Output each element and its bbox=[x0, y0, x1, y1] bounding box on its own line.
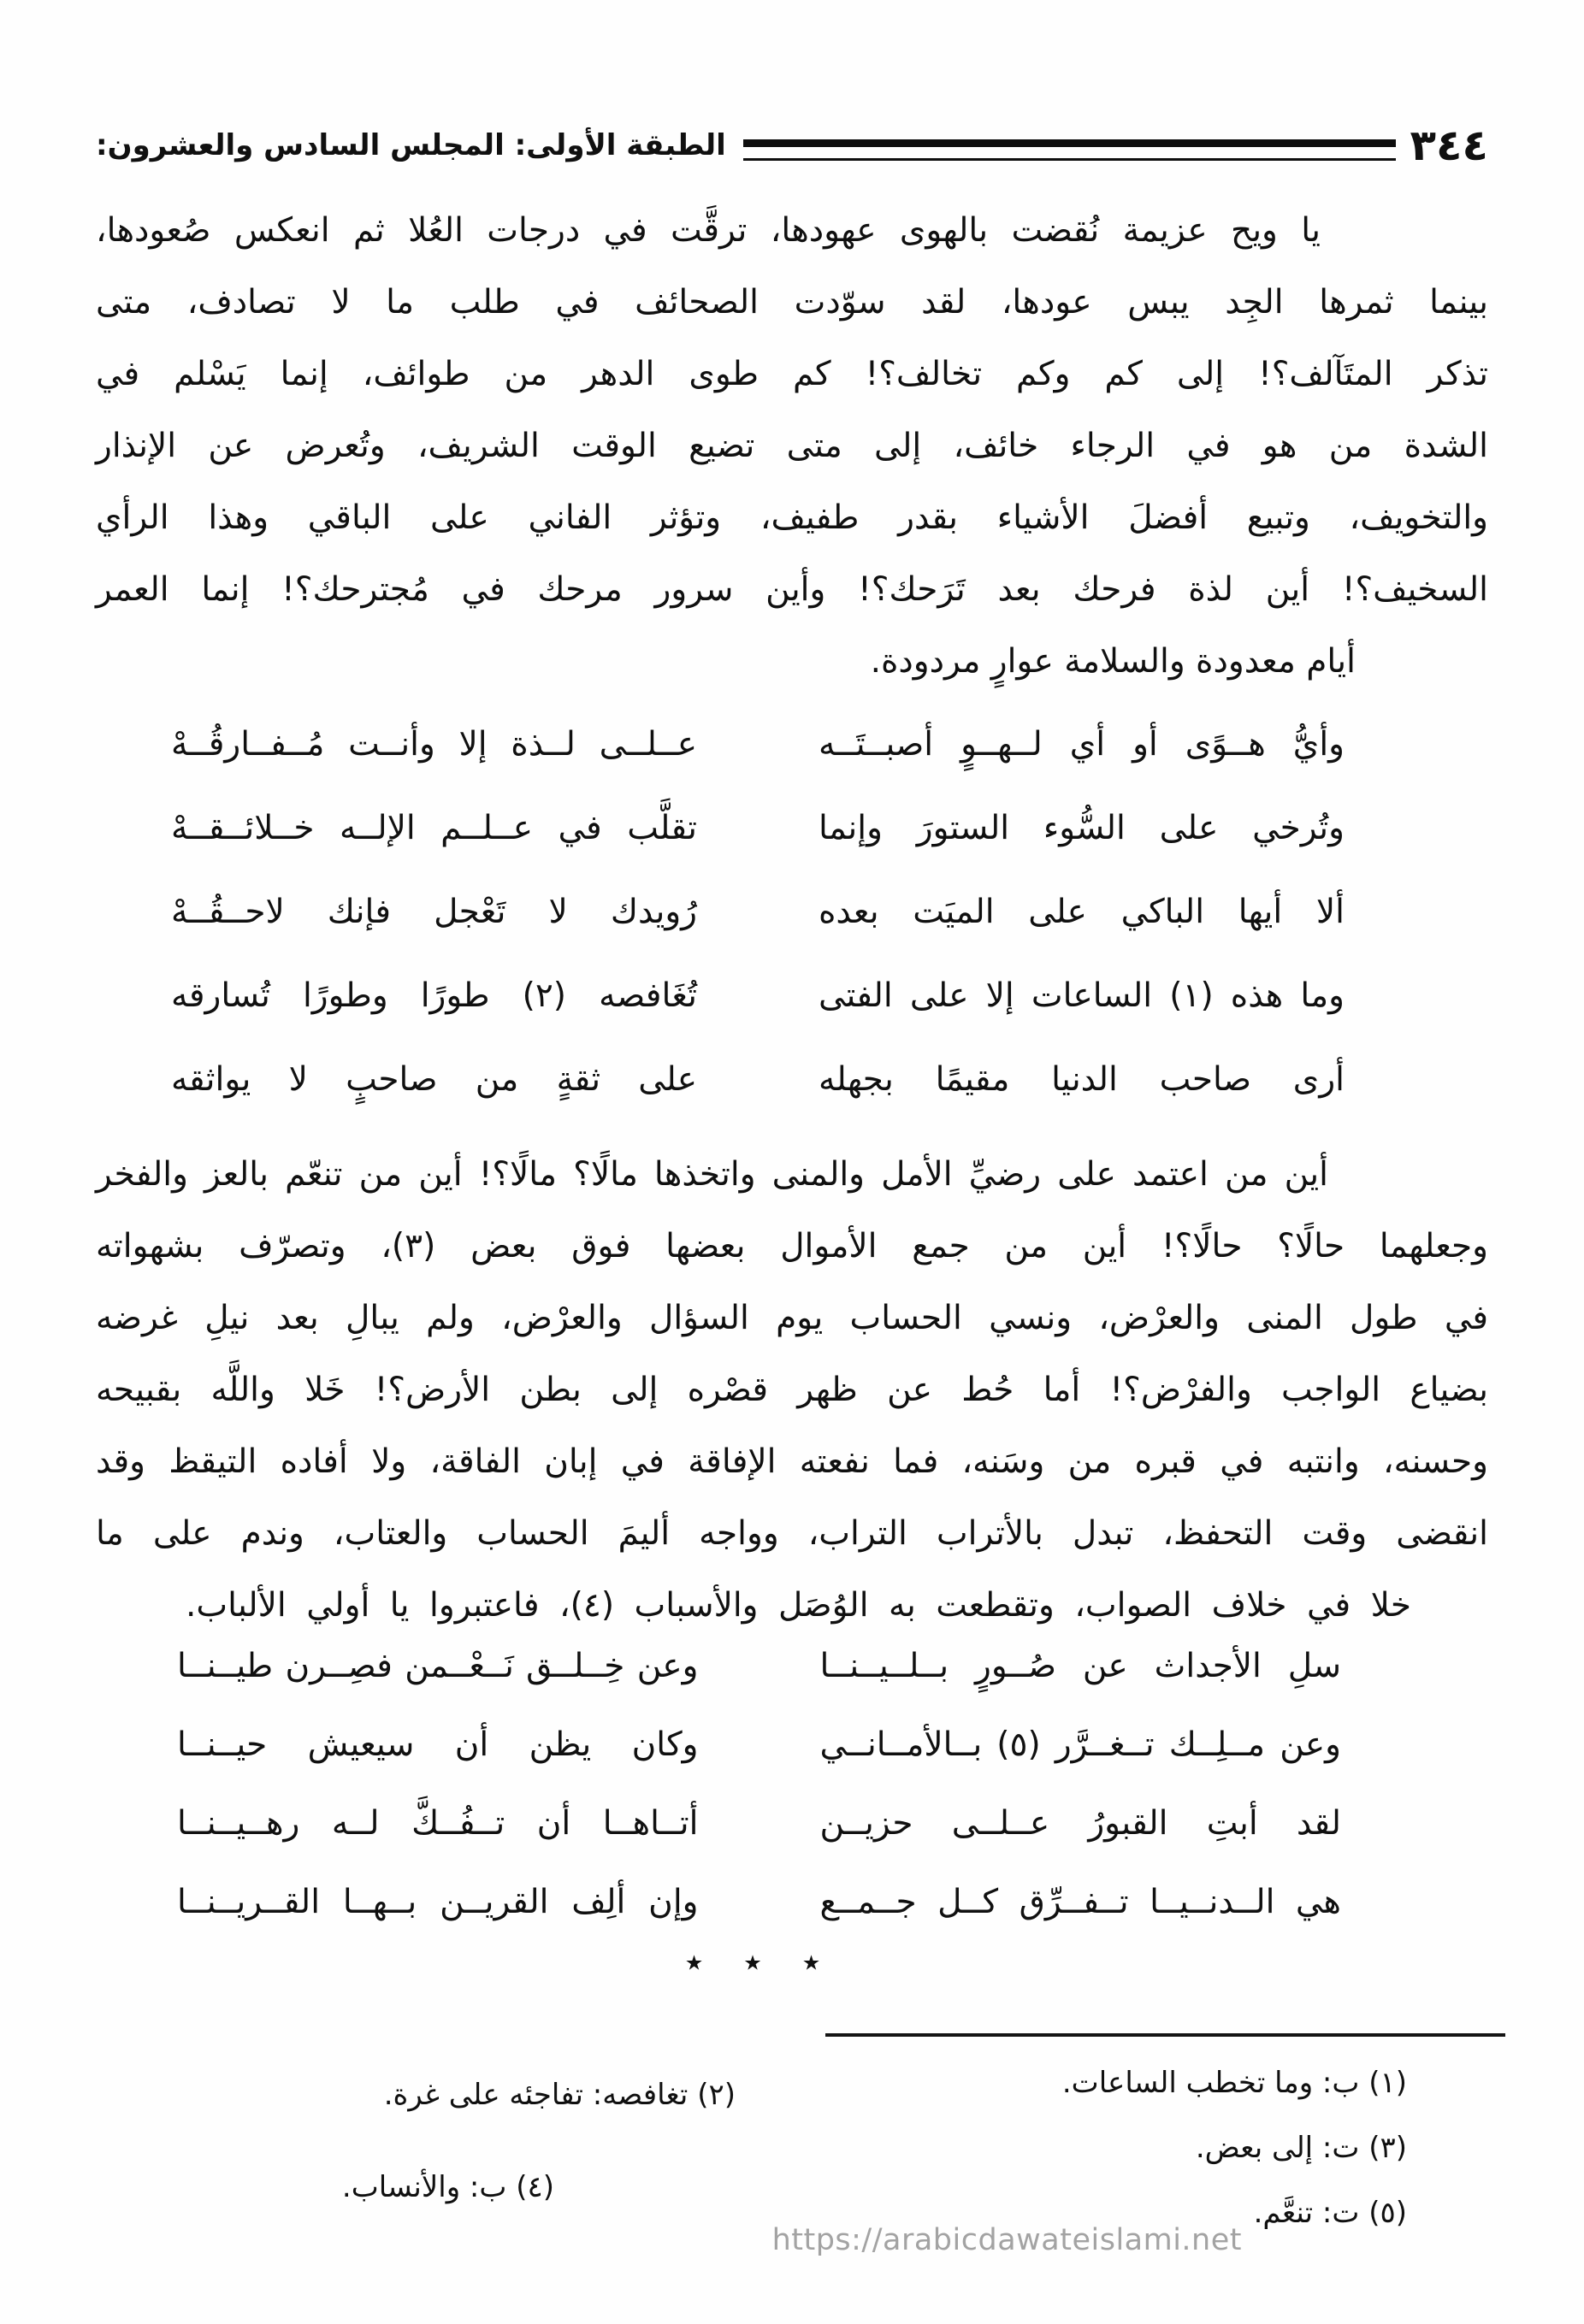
hemistich-left: وكان يظن أن سيعيش حيــنــا bbox=[177, 1725, 699, 1764]
footnote-divider bbox=[825, 2033, 1505, 2037]
watermark-url: https://arabicdawateislami.net bbox=[771, 2223, 1242, 2257]
hemistich-right: وما هذه (١) الساعات إلا على الفتى bbox=[819, 976, 1345, 1015]
verse-row bbox=[171, 1055, 1345, 1105]
text-line: انقضى وقت التحفظ، تبدل بالأتراب التراب، وواجه أليمَ الحساب والعتاب، وندم على ما bbox=[96, 1514, 1488, 1553]
footnotes-left-column bbox=[342, 2073, 736, 2257]
paragraph-2 bbox=[96, 1139, 1488, 1642]
footnote-item: (٥) ت: تنعَّم. bbox=[1253, 2196, 1407, 2230]
footnote-item: (٤) ب: والأنساب. bbox=[341, 2170, 554, 2204]
verse-row bbox=[171, 804, 1345, 853]
asterisks: ٭ ٭ ٭ bbox=[684, 1943, 821, 1982]
text-line: تذكر المتَآلف؟! إلى كم وكم تخالف؟! كم طوى الدهر من طوائف، إنما يَسْلم في bbox=[96, 355, 1488, 393]
header-title: الطبقة الأولى: المجلس السادس والعشرون: bbox=[96, 128, 726, 162]
footnote-item: (٢) تغافصه: تفاجئه على غرة. bbox=[383, 2078, 736, 2112]
text-line: أيام معدودة والسلامة عوارٍ مردودة. bbox=[870, 642, 1356, 681]
hemistich-left: وعن خِــلــق نَــعْــمن فصِــرن طيــنــا bbox=[177, 1647, 699, 1685]
text-line: السخيف؟! أين لذة فرحك بعد تَرَحك؟! وأين سرور مرحك في مُجترحك؟! إنما العمر bbox=[96, 570, 1488, 609]
verse-row bbox=[171, 971, 1345, 1021]
verse-row bbox=[177, 1720, 1341, 1770]
paragraph-1 bbox=[96, 195, 1488, 698]
hemistich-left: وإن ألِف القريــن بــهــا القــريــنــا bbox=[177, 1883, 699, 1921]
hemistich-left: تقلَّب في عــلــم الإلــه خــلائــقــهْ bbox=[171, 809, 697, 847]
page-number: ٣٤٤ bbox=[1410, 121, 1488, 170]
header-rule bbox=[743, 139, 1397, 161]
hemistich-right: لقد أبتِ القبورُ عــلــى حزيــن bbox=[819, 1804, 1341, 1843]
poem-2 bbox=[177, 1642, 1341, 1927]
text-line: بضياع الواجب والفرْض؟! أما حُط عن ظهر قصْره إلى بطن الأرض؟! خَلا واللَّه بقبيحه bbox=[96, 1371, 1488, 1409]
verse-row bbox=[177, 1799, 1341, 1849]
text-line: وحسنه، وانتبه في قبره من وسَنه، فما نفعته الإفاقة في إبان الفاقة، ولا أفاده التيقظ وقد bbox=[96, 1442, 1488, 1481]
hemistich-left: رُويدك لا تَعْجل فإنك لاحــقُــهْ bbox=[171, 893, 697, 931]
poem-1 bbox=[171, 720, 1345, 1105]
hemistich-left: تُغَافصه (٢) طورًا وطورًا تُسارقه bbox=[171, 976, 697, 1015]
text-line: وجعلهما حالًا؟ حالًا؟! أين من جمع الأموال بعضها فوق بعض (٣)، وتصرّف بشهواته bbox=[96, 1227, 1489, 1265]
text-line: أين من اعتمد على رضيِّ الأمل والمنى واتخذها مالًا؟ مالًا؟! أين من تنعّم بالعز والفخر bbox=[96, 1155, 1328, 1194]
page-header bbox=[96, 0, 1488, 173]
text-line: خلا في خلاف الصواب، وتقطعت به الوُصَل والأسباب (٤)، فاعتبروا يا أولي الألباب. bbox=[186, 1586, 1411, 1625]
hemistich-right: ألا أيها الباكي على الميَت بعده bbox=[819, 893, 1345, 931]
text-line: الشدة من هو في الرجاء خائف، إلى متى تضيع الوقت الشريف، وتُعرض عن الإنذار bbox=[96, 427, 1488, 465]
footnote-item: (٣) ت: إلى بعض. bbox=[1195, 2131, 1407, 2165]
text-line: في طول المنى والعرْض، ونسي الحساب يوم السؤال والعرْض، ولم يبالِ بعد نيلِ غرضه bbox=[96, 1299, 1488, 1337]
verse-row bbox=[171, 720, 1345, 770]
verse-row bbox=[171, 888, 1345, 937]
hemistich-right: سلِ الأجداث عن صُــورٍ بــلــيــنــا bbox=[819, 1647, 1341, 1685]
section-separator bbox=[0, 1943, 1584, 1982]
hemistich-left: على ثقةٍ من صاحبٍ لا يواثقه bbox=[171, 1060, 697, 1099]
footnote-item: (١) ب: وما تخطب الساعات. bbox=[1061, 2066, 1407, 2100]
verse-row bbox=[177, 1642, 1341, 1691]
hemistich-right: وأيُّ هــوًى أو أي لــهــوٍ أصبــتَــه bbox=[819, 725, 1345, 764]
hemistich-right: وتُرخي على السُّوء الستورَ وإنما bbox=[819, 809, 1345, 847]
footnotes-right-column bbox=[1062, 2050, 1407, 2245]
verse-row bbox=[177, 1878, 1341, 1927]
hemistich-right: وعن مــلِــك تــغــرَّر (٥) بــالأمــانــي bbox=[819, 1725, 1342, 1764]
hemistich-left: عــلــى لــذة إلا وأنــت مُــفــارقُــهْ bbox=[171, 725, 697, 764]
text-line: يا ويح عزيمة نُقضت بالهوى عهودها، ترقَّت في درجات العُلا ثم انعكس صُعودها، bbox=[96, 211, 1321, 250]
hemistich-right: أرى صاحب الدنيا مقيمًا بجهله bbox=[819, 1060, 1345, 1099]
text-line: والتخويف، وتبيع أفضلَ الأشياء بقدر طفيف، وتؤثر الفاني على الباقي وهذا الرأي bbox=[96, 498, 1488, 537]
text-line: بينما ثمرها الجِد يبس عودها، لقد سوّدت الصحائف في طلب ما لا تصادف، متى bbox=[96, 283, 1488, 321]
hemistich-right: هي الــدنــيــا تــفــرِّق كــل جــمــع bbox=[819, 1883, 1341, 1921]
hemistich-left: أتــاهــا أن تــفُــكَّ لــه رهــيــنــا bbox=[177, 1804, 699, 1843]
